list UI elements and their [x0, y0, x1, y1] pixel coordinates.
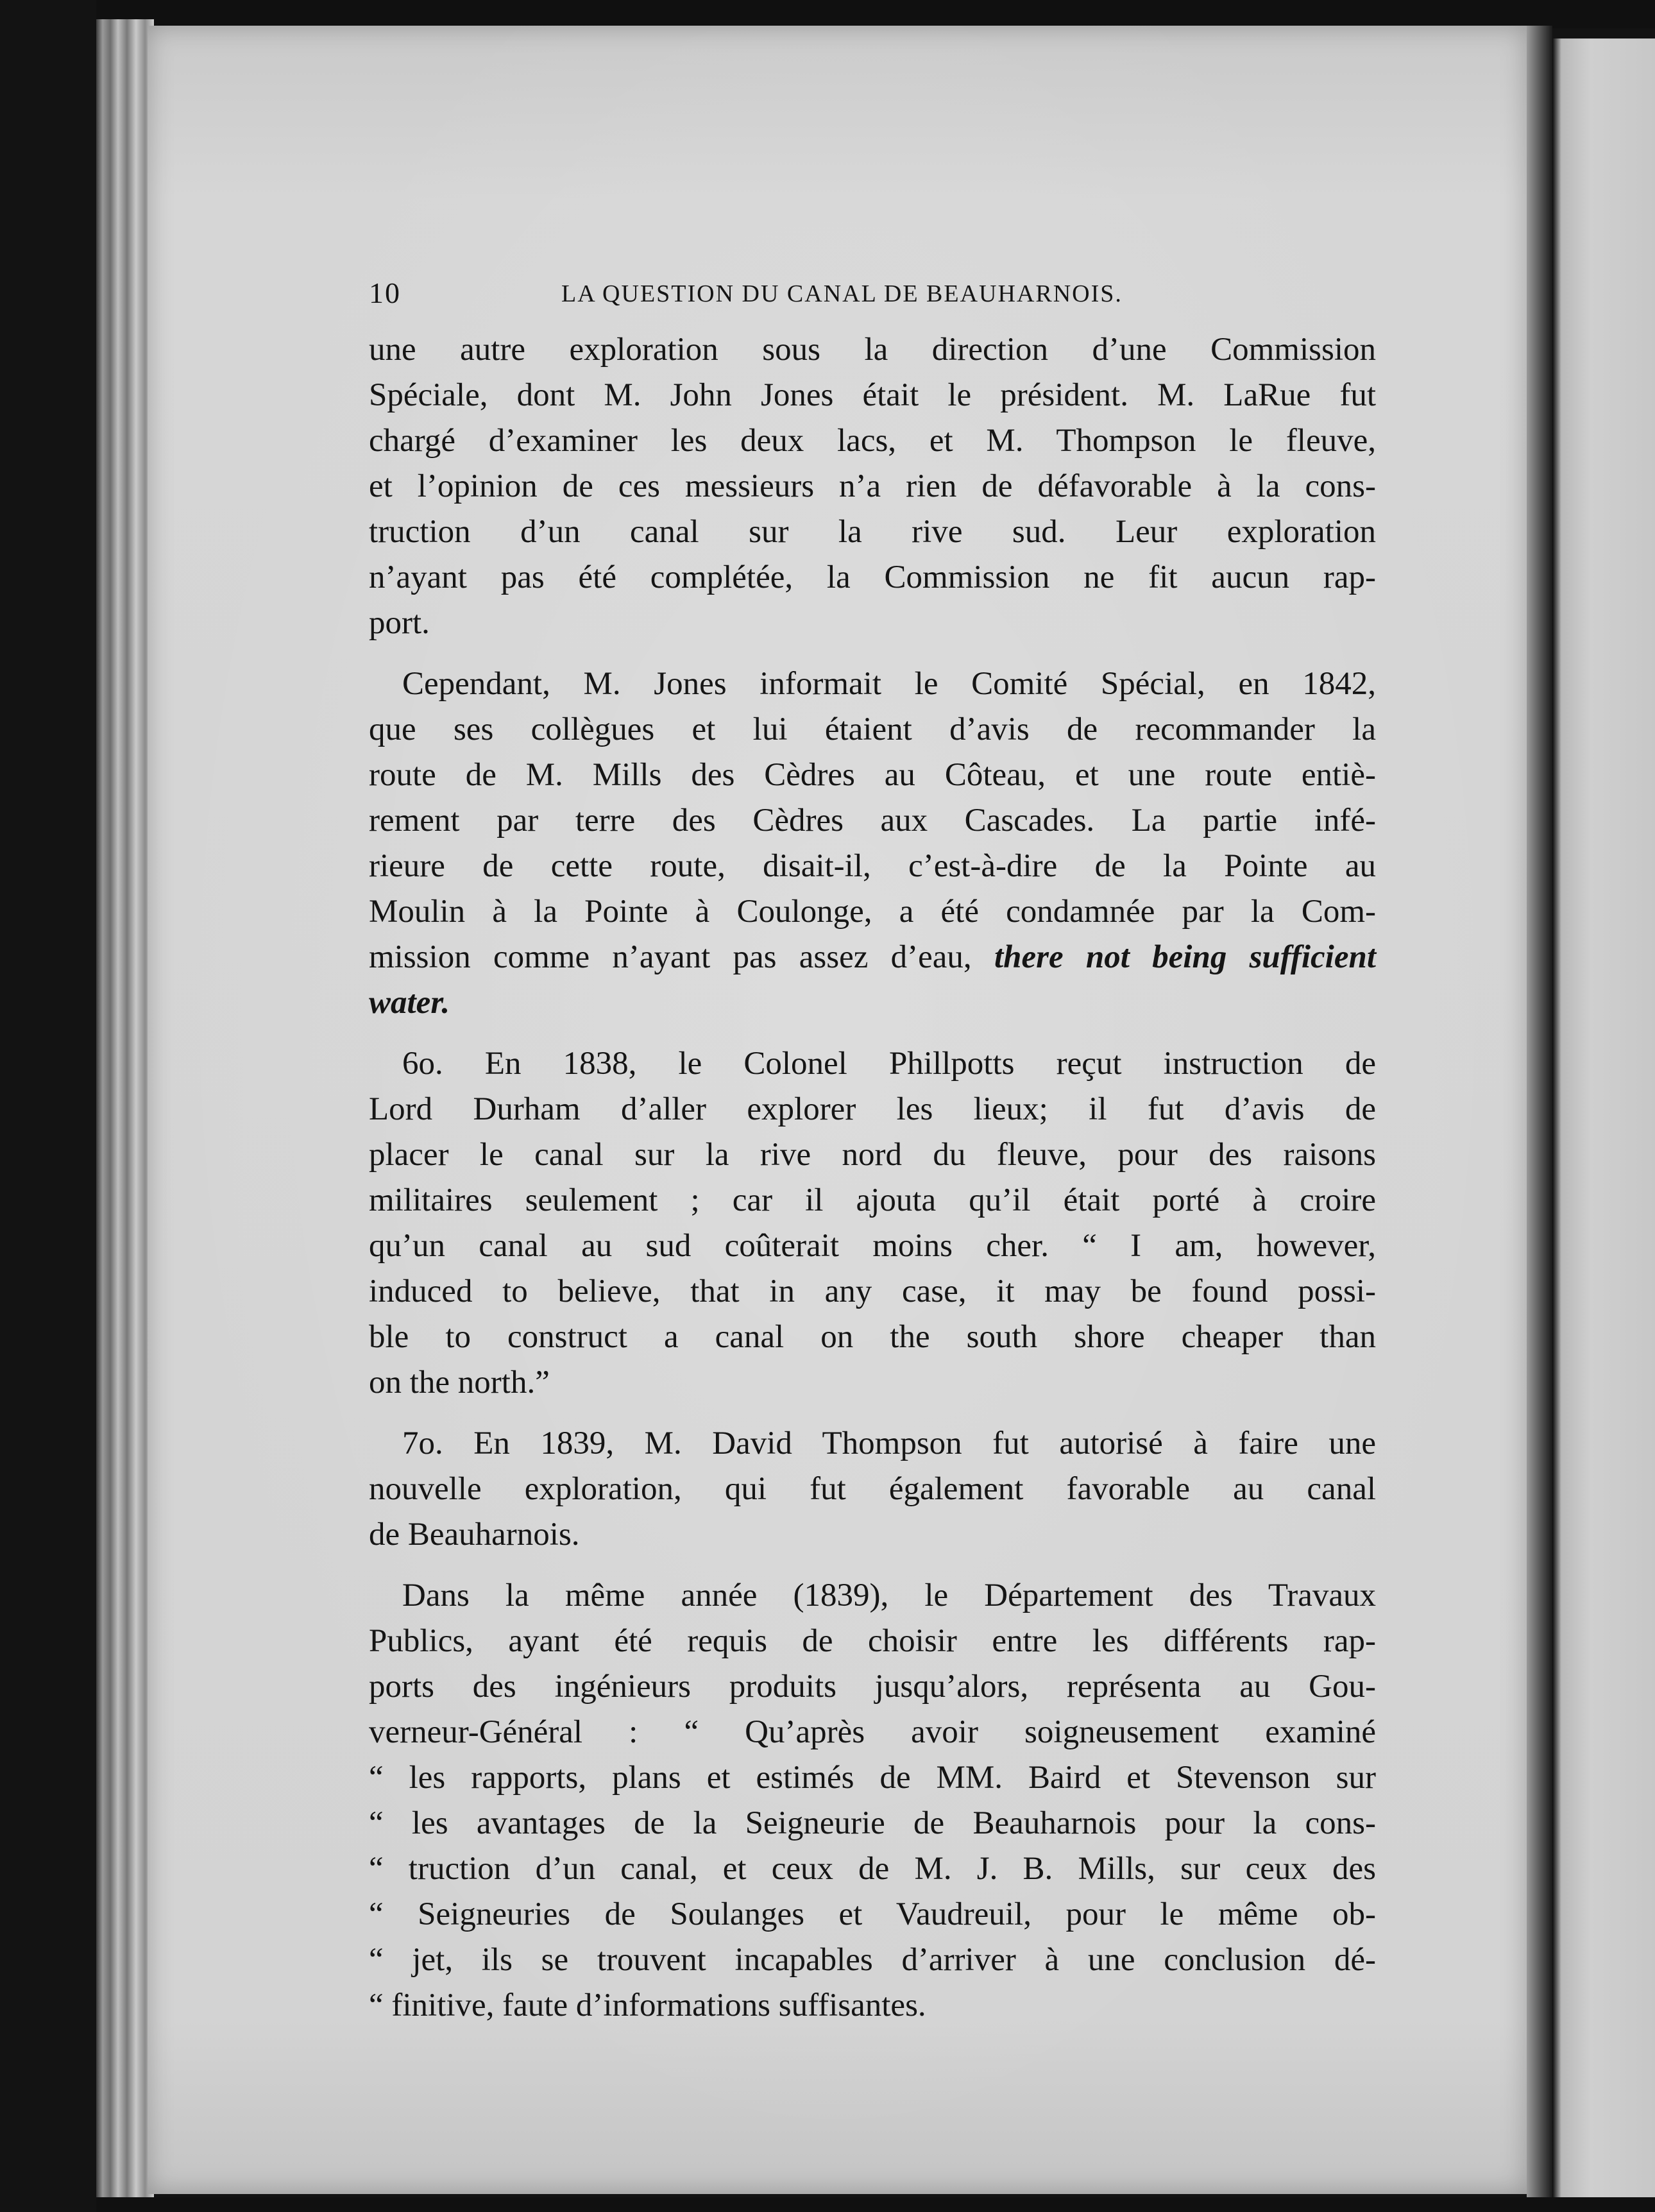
- text-segment: mission comme n’ayant pas assez d’eau,: [369, 939, 972, 975]
- paragraph-4: [369, 1421, 1376, 1558]
- text-line: 6o. En 1838, le Colonel Phillpotts reçut instruction de: [402, 1046, 1376, 1082]
- text-line: rement par terre des Cèdres aux Cascades. La partie infé-: [369, 803, 1376, 838]
- text-line: Lord Durham d’aller explorer les lieux; il fut d’avis de: [369, 1091, 1376, 1127]
- text-line: Moulin à la Pointe à Coulonge, a été condamnée par la Com-: [369, 894, 1376, 930]
- book-page-edges: [96, 19, 154, 2200]
- text-line: “ jet, ils se trouvent incapables d’arriver à une conclusion dé-: [369, 1942, 1376, 1978]
- text-line: “ les rapports, plans et estimés de MM. Baird et Stevenson sur: [369, 1760, 1376, 1796]
- text-line: on the north.”: [369, 1365, 550, 1400]
- text-line: chargé d’examiner les deux lacs, et M. Thompson le fleuve,: [369, 423, 1376, 459]
- paragraph-5: [369, 1573, 1376, 2029]
- text-line: truction d’un canal sur la rive sud. Leur exploration: [369, 514, 1376, 550]
- text-line: ports des ingénieurs produits jusqu’alors, représenta au Gou-: [369, 1669, 1376, 1705]
- text-line: militaires seulement ; car il ajouta qu’il était porté à croire: [369, 1182, 1376, 1218]
- text-line: une autre exploration sous la direction d’une Commission: [369, 332, 1376, 368]
- paragraph-1: [369, 327, 1376, 646]
- text-line: rieure de cette route, disait-il, c’est-à-dire de la Pointe au: [369, 848, 1376, 884]
- text-line: induced to believe, that in any case, it may be found possi-: [369, 1273, 1376, 1309]
- paragraph-2: [369, 661, 1376, 1026]
- text-line: “ les avantages de la Seigneurie de Beauharnois pour la cons-: [369, 1805, 1376, 1841]
- text-line: et l’opinion de ces messieurs n’a rien de défavorable à la cons-: [369, 468, 1376, 504]
- text-line: “ finitive, faute d’informations suffisantes.: [369, 1987, 926, 2023]
- text-line: route de M. Mills des Cèdres au Côteau, et une route entiè-: [369, 757, 1376, 793]
- text-line: “ Seigneuries de Soulanges et Vaudreuil, pour le même ob-: [369, 1896, 1376, 1932]
- scan-bottom-border: [96, 2197, 1655, 2212]
- running-title: LA QUESTION DU CANAL DE BEAUHARNOIS.: [561, 280, 1123, 307]
- italic-quote-end: water.: [369, 985, 450, 1021]
- italic-quote: there not being sufficient: [994, 939, 1376, 975]
- text-line: placer le canal sur la rive nord du fleuve, pour des raisons: [369, 1137, 1376, 1173]
- page-number: 10: [369, 276, 401, 309]
- text-line: n’ayant pas été complétée, la Commission ne fit aucun rap-: [369, 559, 1376, 595]
- text-line: nouvelle exploration, qui fut également favorable au canal: [369, 1471, 1376, 1507]
- text-line: verneur-Général : “ Qu’après avoir soigneusement examiné: [369, 1714, 1376, 1750]
- paragraph-3: [369, 1041, 1376, 1406]
- text-line: 7o. En 1839, M. David Thompson fut autorisé à faire une: [402, 1425, 1376, 1461]
- text-line: de Beauharnois.: [369, 1517, 580, 1553]
- text-line: port.: [369, 605, 430, 641]
- running-head: [369, 276, 1376, 321]
- text-line: Cependant, M. Jones informait le Comité Spécial, en 1842,: [402, 666, 1376, 702]
- text-line: que ses collègues et lui étaient d’avis de recommander la: [369, 711, 1376, 747]
- text-line: Spéciale, dont M. John Jones était le président. M. LaRue fut: [369, 377, 1376, 413]
- text-line: [369, 935, 1376, 980]
- text-line: Publics, ayant été requis de choisir entre les différents rap-: [369, 1623, 1376, 1659]
- gutter-shadow: [1527, 26, 1552, 2200]
- scan-top-border: [96, 0, 1655, 28]
- facing-page-edge: [1552, 38, 1655, 2200]
- page-text: [369, 276, 1376, 2044]
- text-line: “ truction d’un canal, et ceux de M. J. B. Mills, sur ceux des: [369, 1851, 1376, 1887]
- text-line: qu’un canal au sud coûterait moins cher. “ I am, however,: [369, 1228, 1376, 1264]
- text-line: ble to construct a canal on the south shore cheaper than: [369, 1319, 1376, 1355]
- text-line: Dans la même année (1839), le Département des Travaux: [402, 1578, 1376, 1613]
